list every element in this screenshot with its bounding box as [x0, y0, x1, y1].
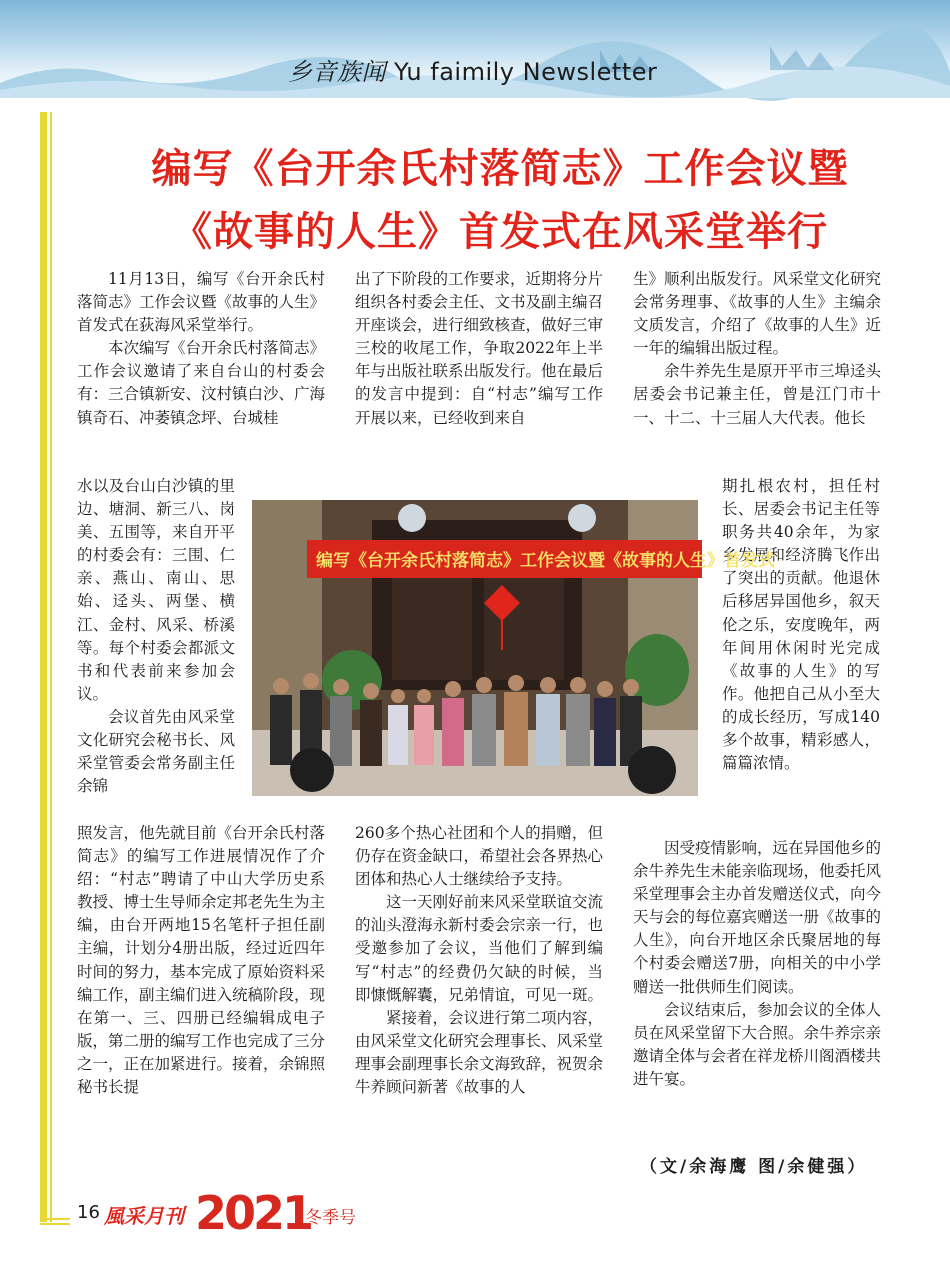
paragraph: 期扎根农村，担任村长、居委会书记主任等职务共40余年，为家乡发展和经济腾飞作出了突出的贡献。他退休后移居异国他乡，叙天伦之乐，安度晚年，两年间用休闲时光完成《故事的人生》的写作。他把自己从小至大的成长经历，写成140多个故事，精彩感人，篇篇浓情。 [722, 477, 880, 773]
column-2-top [355, 268, 603, 430]
paragraph: 因受疫情影响，远在异国他乡的余牛养先生未能亲临现场，他委托风采堂理事会主办首发赠送仪式，向今天与会的每位嘉宾赠送一册《故事的人生》，向台开地区余氏聚居地的每个村委会赠送7册，向相关的中小学赠送一批供师生们阅读。 [633, 839, 882, 996]
paragraph: 紧接着，会议进行第二项内容，由风采堂文化研究会理事长、风采堂理事会副理事长余文海致辞，祝贺余牛养顾问新著《故事的人 [355, 1008, 604, 1097]
article-title-line-1: 编写《台开余氏村落简志》工作会议暨 [151, 146, 849, 192]
column-2-bottom [355, 822, 603, 1099]
column-3-narrow [722, 475, 880, 775]
issue-season: 冬季号 [305, 1208, 356, 1228]
column-1-bottom [77, 822, 325, 1099]
article-title-line-2: 《故事的人生》首发式在风采堂举行 [172, 209, 828, 255]
paragraph: 照发言，他先就目前《台开余氏村落简志》的编写工作进展情况作了介绍：“村志”聘请了中山大学历史系教授、博士生导师余定邦老先生为主编，由台开两地15名笔杆子担任副主编，计划分4册出版，经过近四年时间的努力，基本完成了原始资料采编工作，副主编们进入统稿阶段，现在第一、三、四册已经编辑成电子版，第二册的编写工作也完成了三分之一，正在加紧进行。接着，余锦照秘书长提 [77, 824, 326, 1097]
footer-rule [40, 1218, 70, 1220]
paragraph: 本次编写《台开余氏村落简志》工作会议邀请了来自台山的村委会有：三合镇新安、汶村镇白沙、广海镇奇石、冲萎镇念坪、台城桂 [77, 339, 326, 427]
page-number: 16 [77, 1202, 100, 1223]
paragraph: 会议结束后，参加会议的全体人员在风采堂留下大合照。余牛养宗亲邀请全体与会者在祥龙桥川阁酒楼共进午宴。 [633, 1000, 882, 1088]
paragraph: 260多个热心社团和个人的捐赠，但仍存在资金缺口，希望社会各界热心团体和热心人士继续给予支持。 [355, 824, 604, 889]
column-3-bottom [633, 837, 881, 1091]
footer-rule [40, 1223, 70, 1225]
paragraph: 水以及台山白沙镇的里边、塘洞、新三八、岗美、五围等，来自开平的村委会有：三围、仁亲、燕山、南山、思始、迳头、两堡、横江、金村、风采、桥溪等。每个村委会都派文书和代表前来参加会议。 [77, 477, 235, 703]
paragraph: 余牛养先生是原开平市三埠迳头居委会书记兼主任，曾是江门市十一、十二、十三届人大代表。他长 [633, 362, 882, 427]
magazine-name: 風采月刊 [104, 1204, 184, 1228]
paragraph: 出了下阶段的工作要求，近期将分片组织各村委会主任、文书及副主编召开座谈会，进行细致核查，做好三审三校的收尾工作，争取2022年上半年与出版社联系出版发行。他在最后的发言中提到：自“村志”编写工作开展以来，已经收到来自 [355, 270, 604, 427]
issue-year: 2021 [195, 1186, 312, 1240]
paragraph: 生》顺利出版发行。风采堂文化研究会常务理事、《故事的人生》主编余文质发言，介绍了《故事的人生》近一年的编辑出版过程。 [633, 270, 882, 358]
header-cn: 乡音族闻 [288, 58, 386, 86]
group-photo [252, 500, 775, 796]
left-accent-bar-thin [50, 112, 52, 1222]
column-1-top [77, 268, 325, 430]
newsletter-header [288, 52, 657, 87]
paragraph: 会议首先由风采堂文化研究会秘书长、风采堂管委会常务副主任余锦 [77, 707, 235, 796]
paragraph: 11月13日，编写《台开余氏村落简志》工作会议暨《故事的人生》首发式在荻海风采堂举行。 [77, 270, 326, 335]
column-3-top [633, 268, 881, 430]
author-credit: （文/余海鹰 图/余健强） [640, 1157, 868, 1177]
header-en: Yu faimily Newsletter [394, 58, 658, 86]
column-1-narrow [77, 475, 235, 798]
left-accent-bar [40, 112, 47, 1222]
photo-banner-text: 编写《台开余氏村落简志》工作会议暨《故事的人生》首发式 [316, 551, 775, 571]
photo-illustration [252, 500, 775, 796]
paragraph: 这一天刚好前来风采堂联谊交流的汕头澄海永新村委会宗亲一行，也受邀参加了会议，当他们了解到编写“村志”的经费仍欠缺的时候，当即慷慨解囊，兄弟情谊，可见一斑。 [355, 893, 604, 1004]
header-banner [0, 0, 950, 98]
